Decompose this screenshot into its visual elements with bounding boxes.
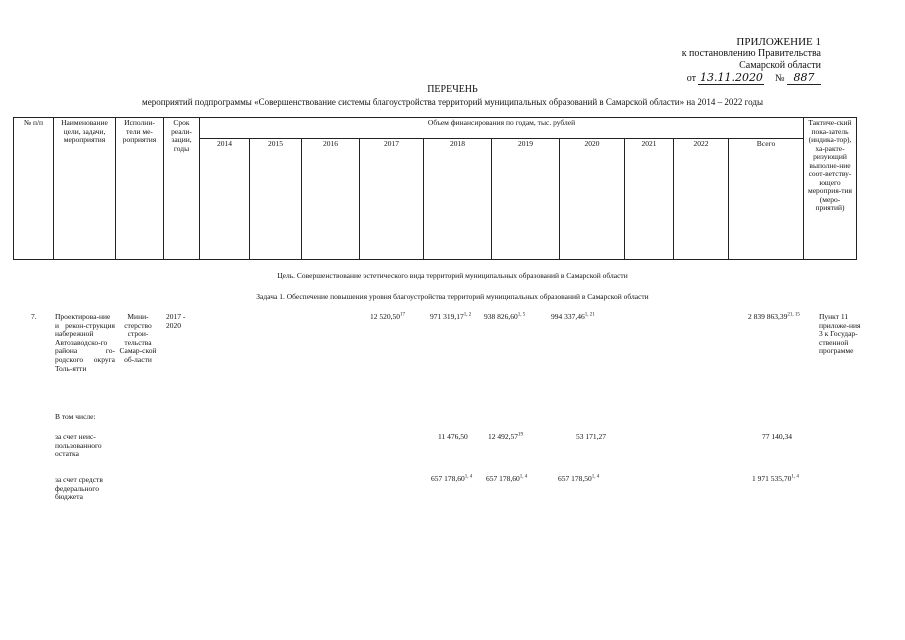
unused-value-2018: 11 476,50	[438, 432, 468, 441]
funding-table-header	[13, 117, 857, 260]
unused-remainder-label: за счет неис-пользованного остатка	[55, 432, 102, 459]
appendix-title: ПРИЛОЖЕНИЕ 1	[736, 36, 821, 48]
row7-value-2018-note: 1, 2	[463, 312, 472, 318]
year-2018: 2018	[424, 139, 492, 260]
year-2017: 2017	[360, 139, 424, 260]
federal-value-2019	[486, 475, 527, 484]
row7-name: Проектирова-ние и рекон-струкция набережной Автозаводско-го района го-родского округа Толь-ятти	[55, 312, 115, 373]
year-total: Всего	[729, 139, 804, 260]
row7-executor: Мини-стерство строи-тельства Самар-ской об-ласти	[119, 312, 157, 364]
appendix-line2: Самарской области	[739, 60, 821, 71]
year-2020: 2020	[560, 139, 625, 260]
row7-total-note: 21, 15	[787, 312, 800, 318]
row7-value-2019-note: 1, 5	[517, 312, 526, 318]
row7-term: 2017 - 2020	[166, 312, 186, 330]
row7-value-2020-note: 1, 21	[584, 312, 595, 318]
federal-value-2019-text: 657 178,60	[486, 474, 520, 483]
date-value: 13.11.2020	[699, 71, 763, 84]
date-prefix: от	[686, 73, 696, 84]
unused-value-2020: 53 171,27	[576, 432, 606, 441]
federal-value-2020	[558, 475, 599, 484]
year-2014: 2014	[200, 139, 250, 260]
col-header-name: Наименование цели, задачи, мероприятия	[54, 118, 116, 260]
col-header-executor: Исполни-тели ме-роприятия	[116, 118, 164, 260]
row7-indicator: Пункт 11 приложе-ния 3 к Государ-ственной программе	[819, 312, 861, 356]
col-header-number: № п/п	[14, 118, 54, 260]
federal-value-2020-note: 1, 4	[591, 474, 600, 480]
row7-value-2019-text: 938 826,60	[484, 312, 518, 321]
including-label: В том числе:	[55, 412, 96, 421]
row7-value-2017-note: 17	[400, 312, 405, 318]
federal-value-2018-note: 1, 4	[464, 474, 473, 480]
row7-value-2017	[370, 313, 405, 322]
federal-value-2019-note: 1, 4	[519, 474, 528, 480]
unused-value-2019-note: 19	[518, 432, 523, 438]
row7-value-2017-text: 12 520,50	[370, 312, 400, 321]
federal-total	[752, 475, 799, 484]
year-2021: 2021	[625, 139, 674, 260]
federal-value-2018	[431, 475, 472, 484]
appendix-line1: к постановлению Правительства	[681, 48, 821, 59]
row7-value-2018-text: 971 319,17	[430, 312, 464, 321]
row7-value-2018	[430, 313, 471, 322]
number-value: 887	[787, 72, 821, 85]
unused-total: 77 140,34	[762, 432, 792, 441]
federal-total-note: 1, 4	[791, 474, 799, 480]
federal-total-text: 1 971 535,70	[752, 474, 792, 483]
year-2019: 2019	[492, 139, 560, 260]
row7-value-2020	[551, 313, 595, 322]
task-text: Задача 1. Обеспечение повышения уровня благоустройства территорий муниципальных образований в Самарской области	[256, 292, 649, 301]
document-title: ПЕРЕЧЕНЬ	[427, 84, 478, 95]
unused-value-2019-text: 12 492,57	[488, 432, 518, 441]
unused-value-2019	[488, 433, 523, 442]
col-header-funding: Объем финансирования по годам, тыс. рублей	[200, 118, 804, 139]
federal-budget-label: за счет средств федерального бюджета	[55, 475, 103, 502]
col-header-indicator: Тактиче-ский пока-затель (индика-тор), ха-ракте-ризующий выполне-ние соот-ветству-ющего мероприя-тия (меро-приятий)	[804, 118, 857, 260]
goal-text: Цель. Совершенствование эстетического вида территорий муниципальных образований в Самарской области	[277, 271, 628, 280]
row7-value-2019	[484, 313, 525, 322]
year-2022: 2022	[674, 139, 729, 260]
row7-value-2020-text: 994 337,46	[551, 312, 585, 321]
year-2016: 2016	[302, 139, 360, 260]
document-subtitle: мероприятий подпрограммы «Совершенствование системы благоустройства территорий муниципальных образований в Самарской области» на 2014 – 2022 годы	[142, 97, 763, 107]
year-2015: 2015	[250, 139, 302, 260]
federal-value-2018-text: 657 178,60	[431, 474, 465, 483]
col-header-term: Срок реали-зации, годы	[164, 118, 200, 260]
number-prefix: №	[774, 73, 785, 84]
appendix-block	[682, 36, 821, 85]
row7-number: 7.	[31, 312, 37, 321]
federal-value-2020-text: 657 178,50	[558, 474, 592, 483]
row7-total	[748, 313, 800, 322]
row7-total-text: 2 839 863,39	[748, 312, 788, 321]
